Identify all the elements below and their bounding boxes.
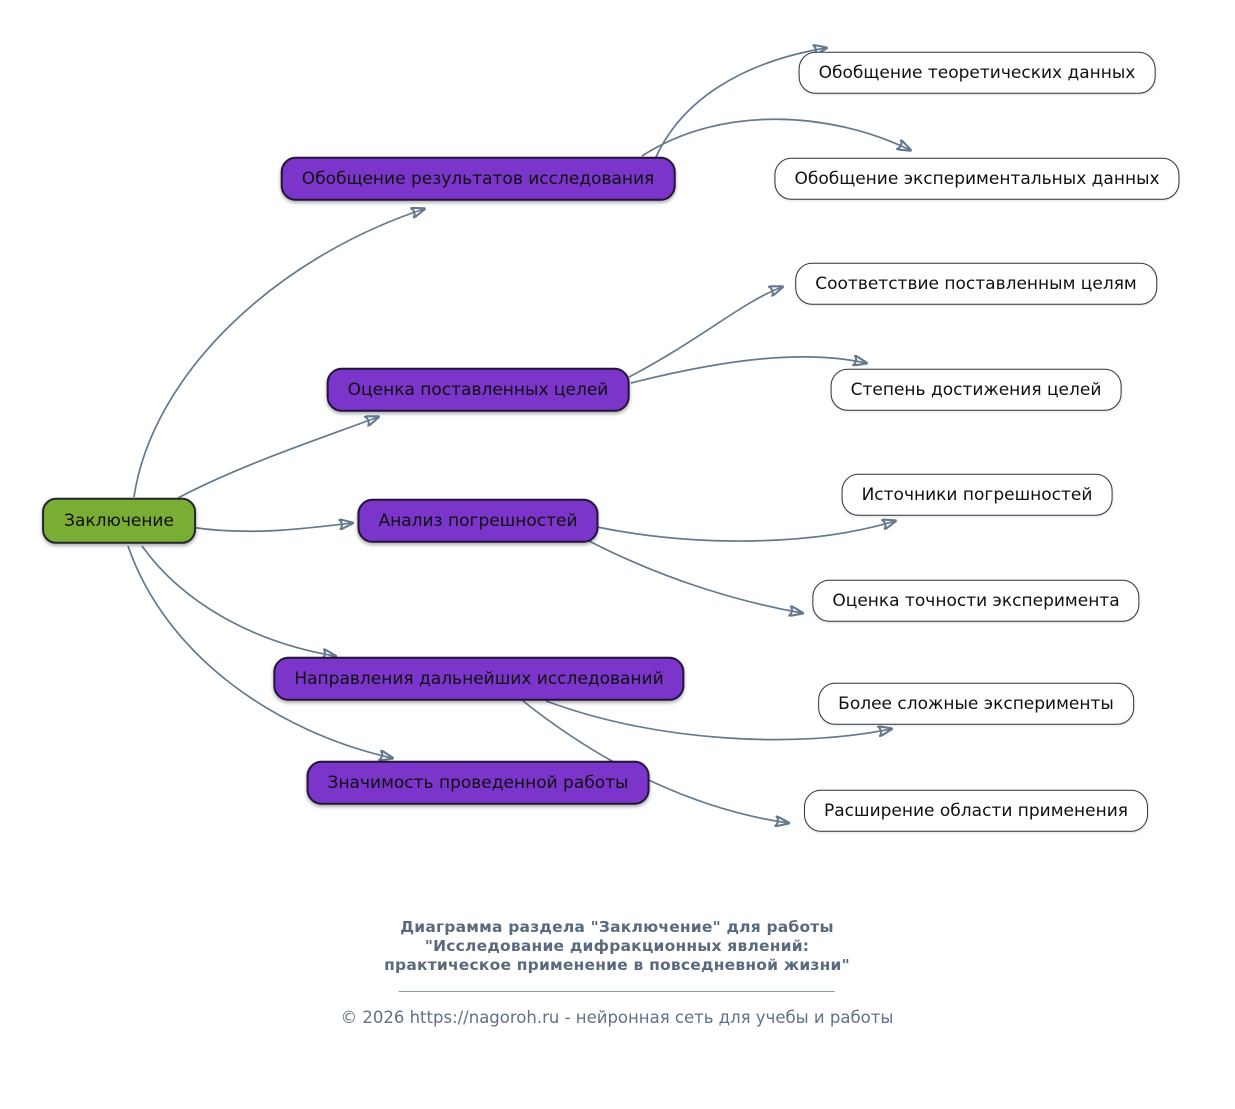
connector-root-to-branch-4 xyxy=(142,546,335,656)
footer-title-line-3: практическое применение в повседневной жизни" xyxy=(384,956,850,974)
footer-title-line-1: Диаграмма раздела "Заключение" для работы xyxy=(400,918,834,936)
footer-title-line-2: "Исследование дифракционных явлений: xyxy=(424,937,810,955)
branch-node-napravleniia-issledovanii: Направления дальнейших исследований xyxy=(273,657,684,701)
leaf-node-rasshirenie-oblasti: Расширение области применения xyxy=(804,790,1148,832)
branch-node-znachimost-raboty: Значимость проведенной работы xyxy=(307,761,650,805)
connector-branch-2-to-leaf-3 xyxy=(629,287,782,377)
root-node-zakliuchenie: Заключение xyxy=(42,498,196,544)
branch-node-otsenka-tselei: Оценка поставленных целей xyxy=(327,368,630,412)
branch-node-obobshchenie-rezultatov: Обобщение результатов исследования xyxy=(281,157,676,201)
leaf-node-teoreticheskie-dannye: Обобщение теоретических данных xyxy=(799,52,1156,94)
leaf-node-stepen-dostizheniia: Степень достижения целей xyxy=(831,369,1122,411)
connector-root-to-branch-3 xyxy=(190,523,352,531)
branch-node-analiz-pogreshnostei: Анализ погрешностей xyxy=(357,499,598,543)
footer-divider xyxy=(399,991,835,992)
connector-branch-1-to-leaf-2 xyxy=(642,119,910,156)
connector-branch-3-to-leaf-6 xyxy=(589,541,802,613)
leaf-node-slozhnye-eksperimenty: Более сложные эксперименты xyxy=(818,683,1134,725)
connector-branch-3-to-leaf-5 xyxy=(597,521,895,541)
leaf-node-eksperimentalnye-dannye: Обобщение экспериментальных данных xyxy=(774,158,1179,200)
leaf-node-otsenka-tochnosti: Оценка точности эксперимента xyxy=(812,580,1139,622)
connector-root-to-branch-2 xyxy=(178,417,378,498)
leaf-node-istochniki-pogreshnostei: Источники погрешностей xyxy=(842,474,1113,516)
leaf-node-sootvetstvie-tseliam: Соответствие поставленным целям xyxy=(795,263,1157,305)
connector-root-to-branch-5 xyxy=(128,546,392,758)
footer xyxy=(341,918,894,1027)
footer-copyright: © 2026 https://nagoroh.ru - нейронная сеть для учебы и работы xyxy=(340,1008,894,1027)
